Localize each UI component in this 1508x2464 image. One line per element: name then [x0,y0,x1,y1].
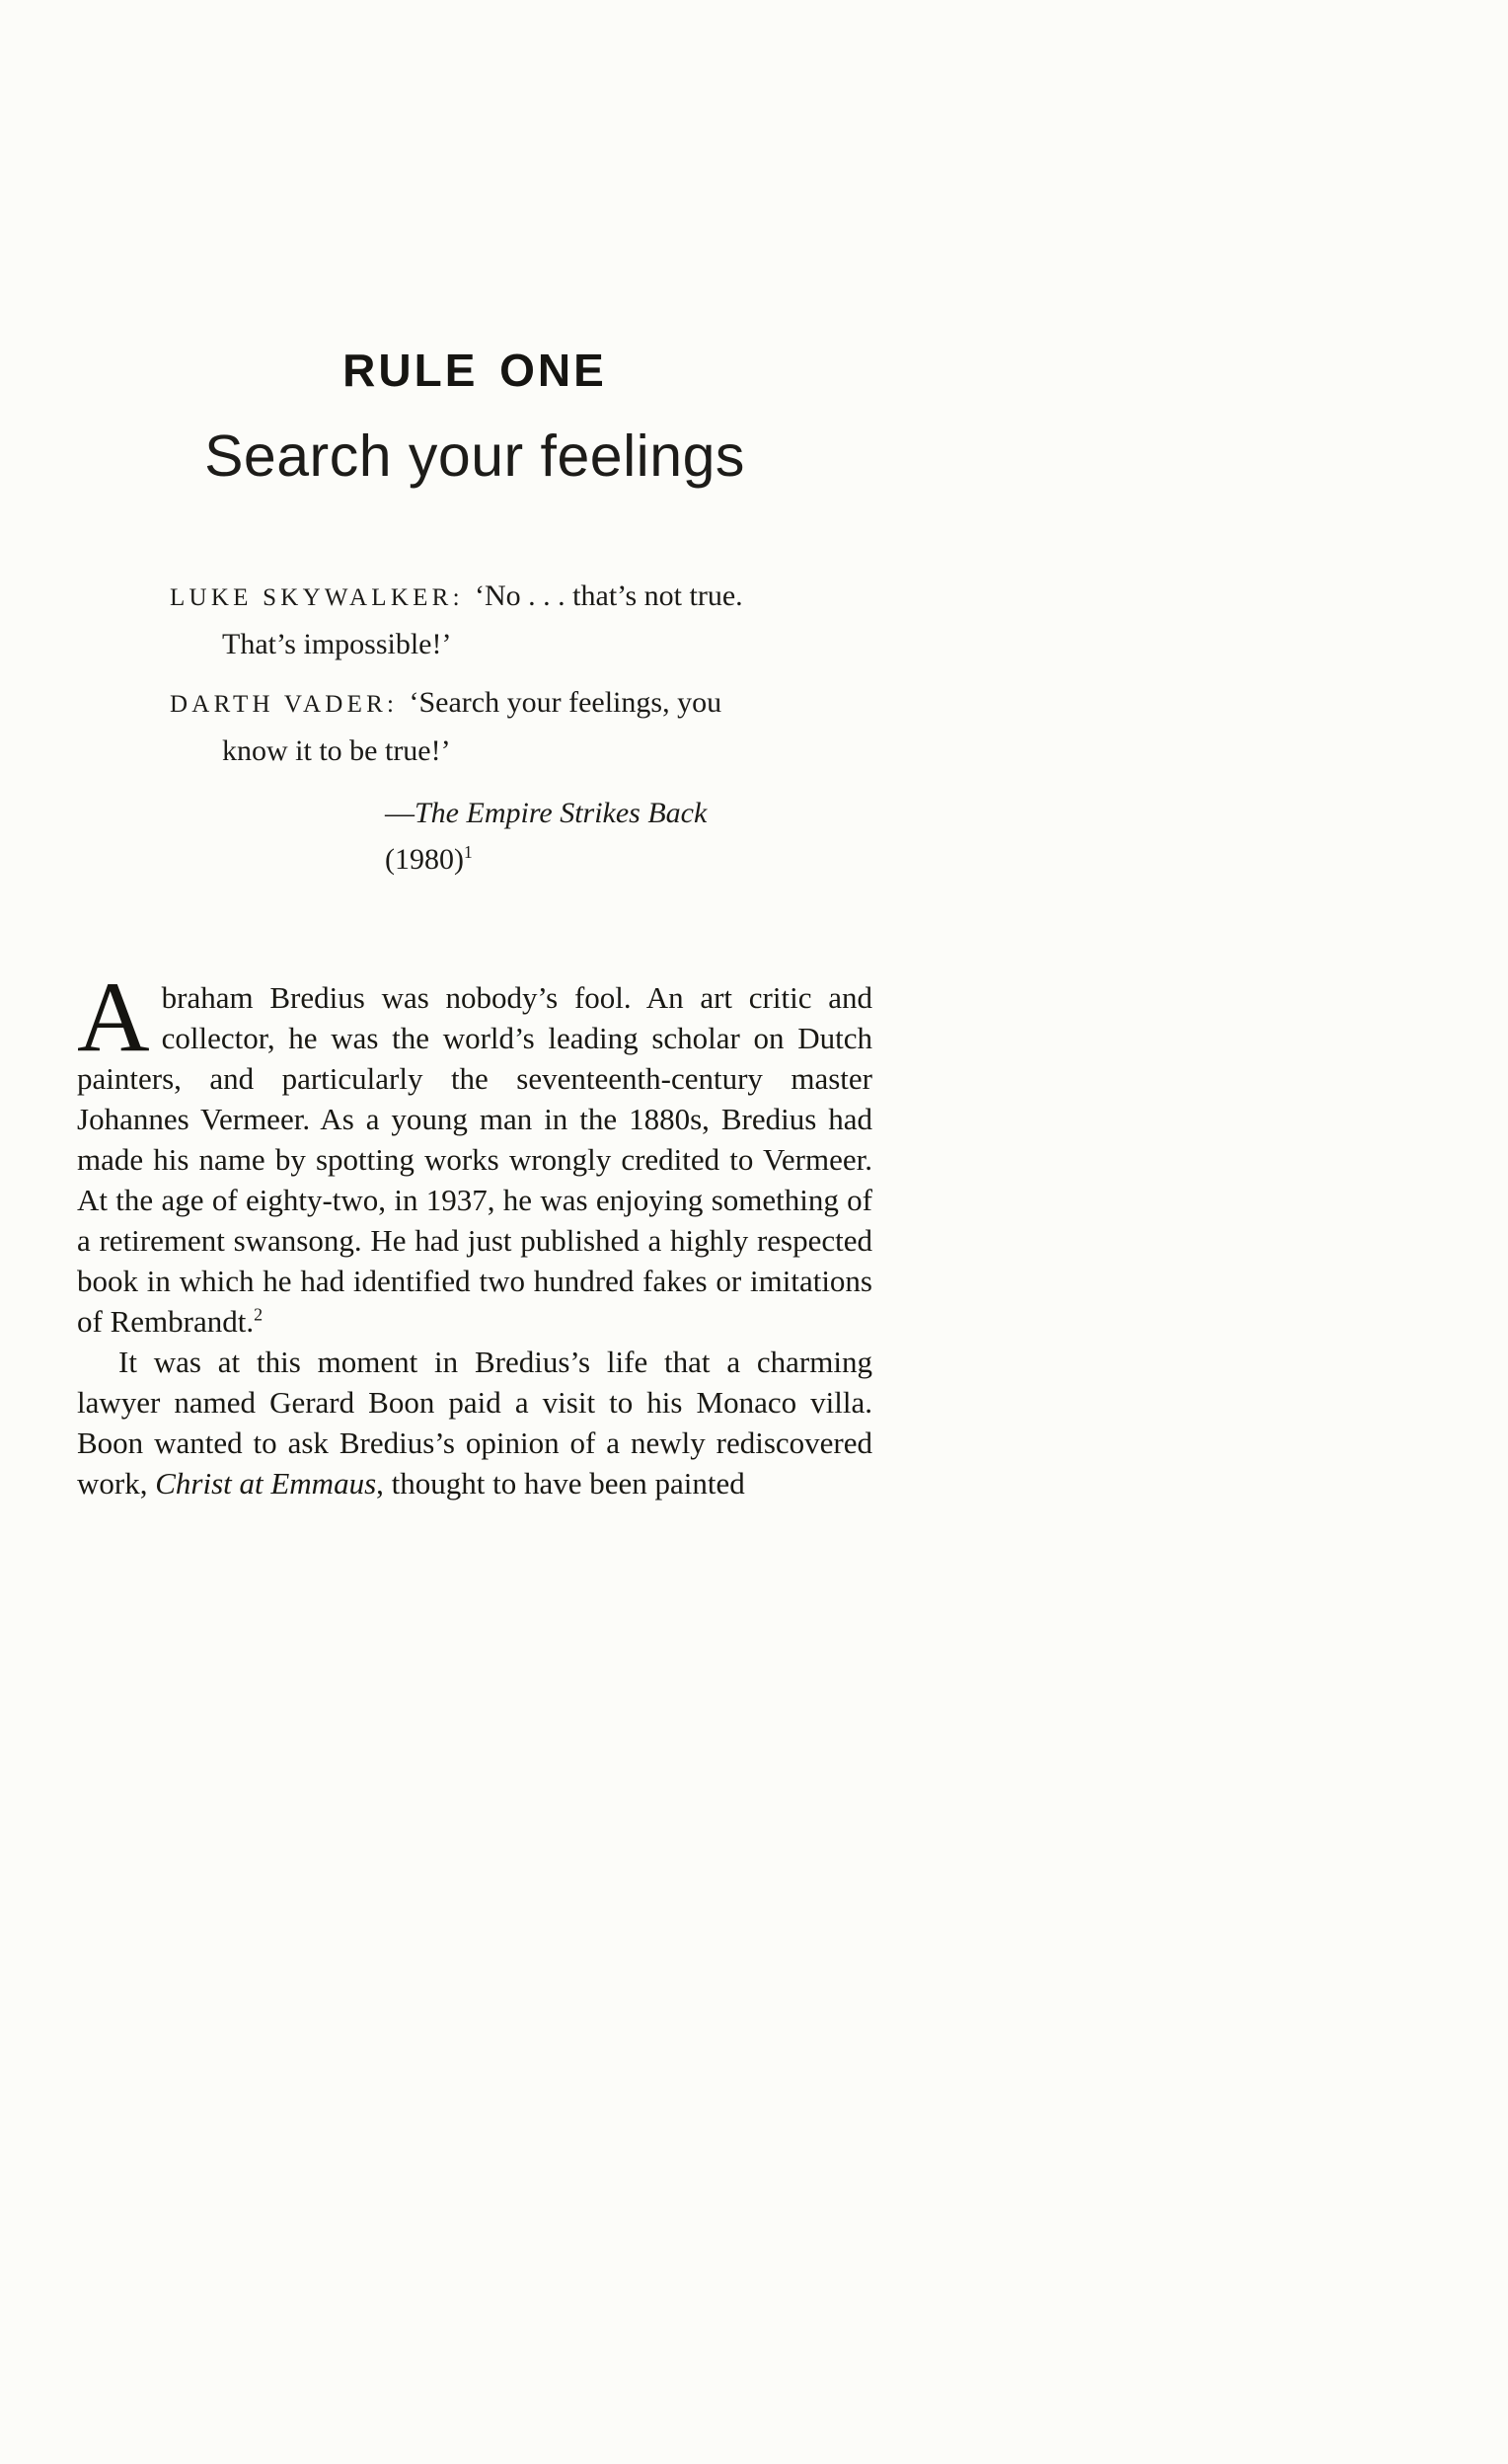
paragraph-2-text-before: It was at this moment in Bredius’s life that a charming lawyer named Gerard Boon paid a visit to his Monaco villa. Boon wanted to ask Bredius’s opinion of a newly rediscovered work, [77,1345,872,1501]
epigraph-quote-vader [77,679,758,774]
paragraph-1-text: braham Bredius was nobody’s fool. An art critic and collector, he was the world’s leading scholar on Dutch painters, and particularly the seventeenth-century master Johannes Vermeer. As a young man in the 1880s, Bredius had made his name by spotting works wrongly credited to Vermeer. At the age of eighty-two, in 1937, he was enjoying something of a retirement swansong. He had just published a highly respected book in which he had identified two hundred fakes or imitations of Rembrandt. [77,980,872,1339]
speaker-label-luke: LUKE SKYWALKER: [170,584,464,611]
attribution-dash: — [385,797,415,829]
quote-text-vader: ‘Search your feelings, you know it to be true!’ [222,686,722,767]
chapter-rule-label: RULE ONE [342,345,607,396]
epigraph [77,573,758,883]
attribution-year: (1980) [385,843,464,876]
work-title-italic: Christ at Emmaus [155,1466,377,1501]
body-paragraph-1 [77,962,872,1342]
text-column [77,0,872,1503]
attribution-work-title: The Empire Strikes Back [415,797,708,829]
epigraph-quote-luke [77,573,758,667]
epigraph-attribution [385,790,758,883]
quote-text-luke: ‘No . . . that’s not true. That’s impossible!’ [222,579,743,660]
body-text [77,962,872,1503]
footnote-marker-1: 1 [463,842,473,862]
drop-cap: A [77,962,150,1073]
paragraph-2-text-after: , thought to have been painted [376,1466,745,1501]
body-paragraph-2 [77,1342,872,1503]
footnote-marker-2: 2 [254,1304,264,1325]
chapter-title: Search your feelings [204,424,745,489]
speaker-label-vader: DARTH VADER: [170,691,399,718]
